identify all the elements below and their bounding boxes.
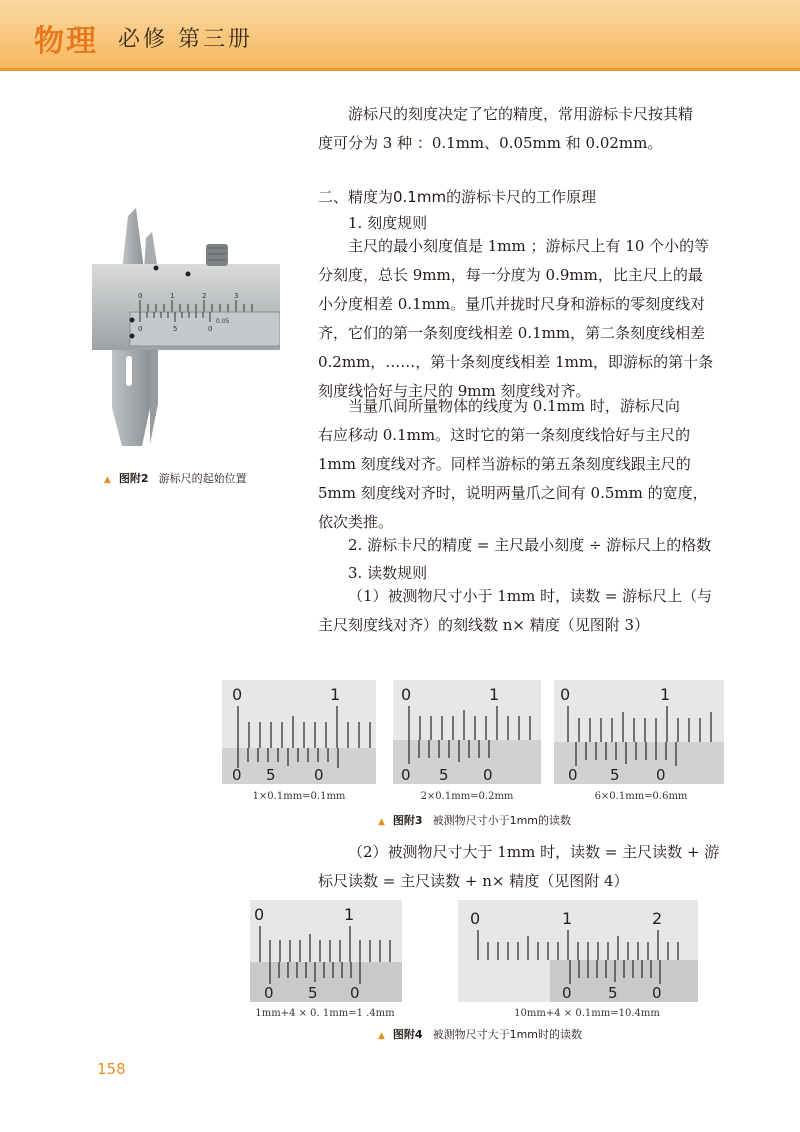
svg-text:0: 0 <box>314 766 324 784</box>
fig4-reading-1-photo <box>250 900 402 1002</box>
svg-text:0: 0 <box>560 685 571 704</box>
svg-text:5: 5 <box>439 766 449 784</box>
svg-text:0: 0 <box>401 685 412 704</box>
fig4-label-1: 1mm+4 × 0. 1mm=1 .4mm <box>255 1008 395 1019</box>
book-title: 物理 <box>34 24 98 59</box>
svg-text:0: 0 <box>483 766 493 784</box>
svg-text:0: 0 <box>138 325 143 333</box>
paragraph-rule2: （2）被测物尺寸大于 1mm 时，读数 = 主尺读数 + 游 标尺读数 = 主尺读数 + n× 精度（见图附 4） <box>318 843 720 890</box>
svg-text:5: 5 <box>173 325 178 333</box>
section-heading: 二、精度为0.1mm的游标卡尺的工作原理 <box>318 188 597 206</box>
svg-text:1: 1 <box>330 685 341 704</box>
svg-text:0: 0 <box>232 685 243 704</box>
svg-text:0: 0 <box>401 766 411 784</box>
svg-text:1: 1 <box>170 292 175 300</box>
svg-text:0: 0 <box>470 909 481 928</box>
svg-text:5: 5 <box>308 984 318 1002</box>
page-header <box>0 0 800 71</box>
subheading-scale-rule: 1. 刻度规则 <box>348 214 428 232</box>
svg-text:0: 0 <box>568 766 578 784</box>
svg-text:0: 0 <box>208 325 213 333</box>
svg-text:2: 2 <box>652 909 663 928</box>
svg-text:0: 0 <box>264 984 274 1002</box>
paragraph-rule1: （1）被测物尺寸小于 1mm 时，读数 = 游标尺上（与 主尺刻度线对齐）的刻线数 n× 精度（见图附 3） <box>318 587 713 634</box>
fig3-label-3: 6×0.1mm=0.6mm <box>594 791 688 802</box>
fig3-label-1: 1×0.1mm=0.1mm <box>252 791 346 802</box>
fig3-reading-2-photo <box>393 680 541 784</box>
fig3-reading-3-photo <box>554 680 724 784</box>
volume-title: 必修 第三册 <box>118 27 253 52</box>
svg-text:0: 0 <box>350 984 360 1002</box>
svg-text:0: 0 <box>652 984 662 1002</box>
paragraph-scale-rule: 主尺的最小刻度值是 1mm ；游标尺上有 10 个小的等 分刻度，总长 9mm，每一分度为 0.9mm，比主尺上的最 小分度相差 0.1mm。量爪并拢时尺身和游标的零刻度线对 齐，它们的第一条刻度线相差 0.1mm，第二条刻度线相差 0.2mm，……，第十条刻度线相差 1mm，即游标的第十条 刻度线恰好与主尺的 9mm 刻度线对齐。 <box>318 237 714 400</box>
paragraph-movement: 当量爪间所量物体的线度为 0.1mm 时，游标尺向 右应移动 0.1mm。这时它的第一条刻度线恰好与主尺的 1mm 刻度线对齐。同样当游标的第五条刻度线跟主尺的 5mm 刻度线对齐时，说明两量爪之间有 0.5mm 的宽度， 依次类推。 <box>318 397 708 531</box>
svg-text:0: 0 <box>562 984 572 1002</box>
svg-text:0: 0 <box>138 292 143 300</box>
fig4-reading-2-photo <box>458 900 698 1002</box>
svg-text:1: 1 <box>562 909 573 928</box>
svg-text:5: 5 <box>608 984 618 1002</box>
svg-text:5: 5 <box>610 766 620 784</box>
svg-text:1: 1 <box>660 685 671 704</box>
subheading-reading-rule: 3. 读数规则 <box>348 564 428 582</box>
svg-text:1: 1 <box>344 905 355 924</box>
fig4-label-2: 10mm+4 × 0.1mm=10.4mm <box>514 1008 660 1019</box>
svg-text:0: 0 <box>254 905 265 924</box>
svg-text:0.05: 0.05 <box>216 318 230 325</box>
svg-text:0: 0 <box>656 766 666 784</box>
svg-text:1: 1 <box>489 685 500 704</box>
svg-text:5: 5 <box>266 766 276 784</box>
fig3-label-2: 2×0.1mm=0.2mm <box>420 791 514 802</box>
fig3-reading-1-photo <box>222 680 376 784</box>
fig3-caption: ▲ 图附3 被测物尺寸小于1mm的读数 <box>378 814 572 827</box>
svg-text:3: 3 <box>234 292 239 300</box>
intro-paragraph: 游标尺的刻度决定了它的精度，常用游标卡尺按其精 度可分为 3 种 ：0.1mm、0.05mm 和 0.02mm。 <box>318 105 694 152</box>
subheading-precision: 2. 游标卡尺的精度 = 主尺最小刻度 ÷ 游标尺上的格数 <box>348 536 712 554</box>
fig2-caption: ▲ 图附2 游标尺的起始位置 <box>104 472 247 485</box>
svg-text:2: 2 <box>202 292 207 300</box>
caliper-photo <box>92 208 280 456</box>
svg-text:0: 0 <box>232 766 242 784</box>
fig4-caption: ▲ 图附4 被测物尺寸大于1mm时的读数 <box>378 1028 583 1041</box>
page-number: 158 <box>97 1060 126 1078</box>
